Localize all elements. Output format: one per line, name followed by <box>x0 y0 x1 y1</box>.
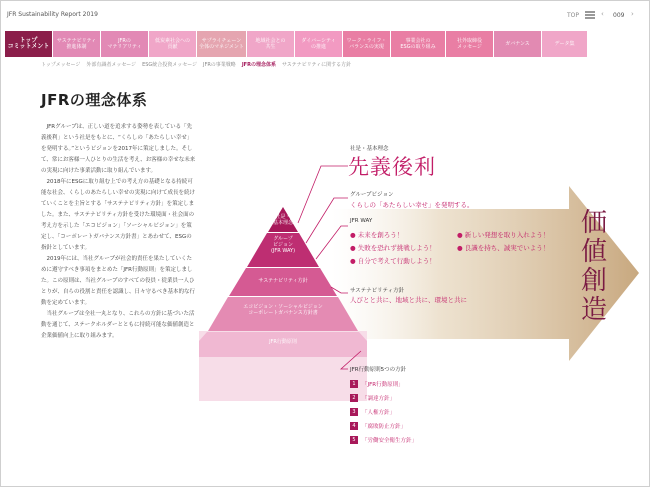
value-creation-char: 創 <box>580 266 607 296</box>
body-paragraph: 2018年にESGに取り組む上での考え方の基礎となる持続可能な社会、くらしのあたらしい幸せの実現に向けて成長を続けていくことを主旨とする「サステナビリティ方針」を策定しました。また、サステナビリティ方針を受けた環境面・社会面の考え方を示した「エコビジョン」「ソーシャルビジョン」を策定し、「コーポレートガバナンス方針書」とあわせて、ESGの指針としています。 <box>41 179 196 251</box>
principle-number: 1 <box>350 380 358 388</box>
top-link[interactable]: TOP <box>567 12 580 19</box>
nav-tab-low-carbon[interactable]: 低炭素社会への 貢献 <box>149 31 197 57</box>
breadcrumb-item[interactable]: ESG統合投資メッセージ <box>142 61 197 68</box>
breadcrumb-item-current[interactable]: JFRの理念体系 <box>241 61 276 68</box>
nav-tab-governance[interactable]: ガバナンス <box>494 31 542 57</box>
jfr-way-item: ● 新しい発想を取り入れよう！ <box>457 231 550 239</box>
principle-number: 3 <box>350 408 358 416</box>
nav-tab-data[interactable]: データ集 <box>542 31 588 57</box>
principle-item <box>350 380 404 388</box>
nav-tab-outside-directors[interactable]: 社外取締役 メッセージ <box>446 31 494 57</box>
principle-item <box>350 408 395 416</box>
value-creation-text <box>579 209 609 325</box>
vision-value: くらしの「あたらしい幸せ」を発明する。 <box>350 201 474 209</box>
principle-text: 「人権方針」 <box>362 410 396 416</box>
principle-item <box>350 422 406 430</box>
page-title: JFRの理念体系 <box>41 91 148 109</box>
breadcrumb-item[interactable]: サステナビリティに関する方針 <box>281 61 352 68</box>
nav-tab-esg-companies[interactable]: 事業会社の ESGの取り組み <box>391 31 446 57</box>
sustainability-policy-value: 人びとと共に、地域と共に、環境と共に <box>350 296 467 304</box>
breadcrumb-item[interactable]: トップメッセージ <box>41 61 81 68</box>
pyramid-label-eco-social-governance: エコビジョン・ソーシャルビジョン コーポレートガバナンス方針書 <box>243 304 323 316</box>
value-creation-char: 価 <box>580 208 607 238</box>
jfr-way-item-text: 未来を創ろう！ <box>357 231 404 239</box>
jfr-way-label: JFR WAY <box>350 218 373 224</box>
breadcrumb-item[interactable]: JFRの事業戦略 <box>202 61 236 68</box>
body-paragraph: 2019年には、当社グループが社会的責任を果たしていくために遵守すべき事項をまとめた「JFR行動原則」を策定しました。この原則は、当社グループのすべての役員・従業員一人ひとりが、自らの役割と責任を認識し、日々守るべき基本的な行動を定めています。 <box>41 256 196 306</box>
pyramid-label-vision: グループ ビジョン (JFR WAY) <box>270 236 296 254</box>
philosophy-value: 先義後利 <box>348 155 436 179</box>
nav-tab-diversity[interactable]: ダイバーシティ の推進 <box>295 31 343 57</box>
report-title: JFR Sustainability Report 2019 <box>7 11 98 18</box>
nav-tab-materiality[interactable]: JFRの マテリアリティ <box>101 31 149 57</box>
jfr-way-item-text: 良識を持ち、誠実でいよう！ <box>464 244 550 252</box>
principle-item <box>350 394 395 402</box>
body-paragraph: JFRグループは、正しい道を追求する姿勢を表している「先義後利」という社是をもとに、“くらしの「あたらしい幸せ」を発明する。”というビジョンを2017年に策定しました。そして、常にお客様一人ひとりの生活を考え、お客様の幸せな未来の実現に向けた事業活動に取り組んでいます。 <box>41 124 196 174</box>
jfr-way-item: ● 失敗を恐れず挑戦しよう！ <box>350 244 436 252</box>
pyramid-label-philosophy: 社是・ 基本理念 <box>272 214 293 226</box>
body-paragraph: 当社グループは全社一丸となり、これらの方針に基づいた活動を通じて、ステークホルダーとともに持続可能な価値創造と企業価値向上に取り組みます。 <box>41 311 195 339</box>
principles-label: JFR行動原則5つの方針 <box>350 367 407 373</box>
principle-text: 「腐敗防止方針」 <box>362 424 407 430</box>
value-creation-char: 値 <box>580 237 607 267</box>
jfr-way-item: ● 未来を創ろう！ <box>350 231 404 239</box>
principle-text: 「調達方針」 <box>362 396 396 402</box>
nav-tab-sustainability-system[interactable]: サステナビリティ 推進体制 <box>53 31 101 57</box>
principle-text: 「労働安全衛生方針」 <box>362 438 418 444</box>
page-number: 009 <box>613 12 625 19</box>
jfr-way-item-text: 新しい発想を取り入れよう！ <box>464 231 550 239</box>
nav-tab-community[interactable]: 地域社会との 共生 <box>247 31 295 57</box>
philosophy-label: 社是・基本理念 <box>350 146 389 152</box>
principle-number: 5 <box>350 436 358 444</box>
jfr-way-item: ● 自分で考えて行動しよう！ <box>350 257 436 265</box>
nav-tab-top-commitment[interactable]: トップ コミットメント <box>5 31 53 57</box>
jfr-way-item-text: 自分で考えて行動しよう！ <box>357 257 436 265</box>
principle-number: 2 <box>350 394 358 402</box>
prev-page-icon[interactable]: ‹ <box>601 10 604 18</box>
next-page-icon[interactable]: › <box>631 10 634 18</box>
principle-number: 4 <box>350 422 358 430</box>
nav-tab-work-life[interactable]: ワーク・ライフ・ バランスの実現 <box>343 31 391 57</box>
vision-label: グループビジョン <box>350 192 394 198</box>
pyramid-label-sustainability: サステナビリティ方針 <box>258 278 308 284</box>
value-creation-char: 造 <box>580 295 607 325</box>
jfr-way-item-text: 失敗を恐れず挑戦しよう！ <box>357 244 436 252</box>
jfr-way-item: ● 良識を持ち、誠実でいよう！ <box>457 244 550 252</box>
philosophy-diagram <box>1 1 650 487</box>
nav-tab-supply-chain[interactable]: サプライチェーン 全体のマネジメント <box>197 31 247 57</box>
sustainability-policy-label: サステナビリティ方針 <box>350 288 405 294</box>
principle-item <box>350 436 417 444</box>
pyramid-label-principles: JFR行動原則 <box>269 339 297 345</box>
principle-text: 「JFR行動原則」 <box>362 382 404 388</box>
breadcrumb-item[interactable]: 外部有識者メッセージ <box>86 61 137 68</box>
